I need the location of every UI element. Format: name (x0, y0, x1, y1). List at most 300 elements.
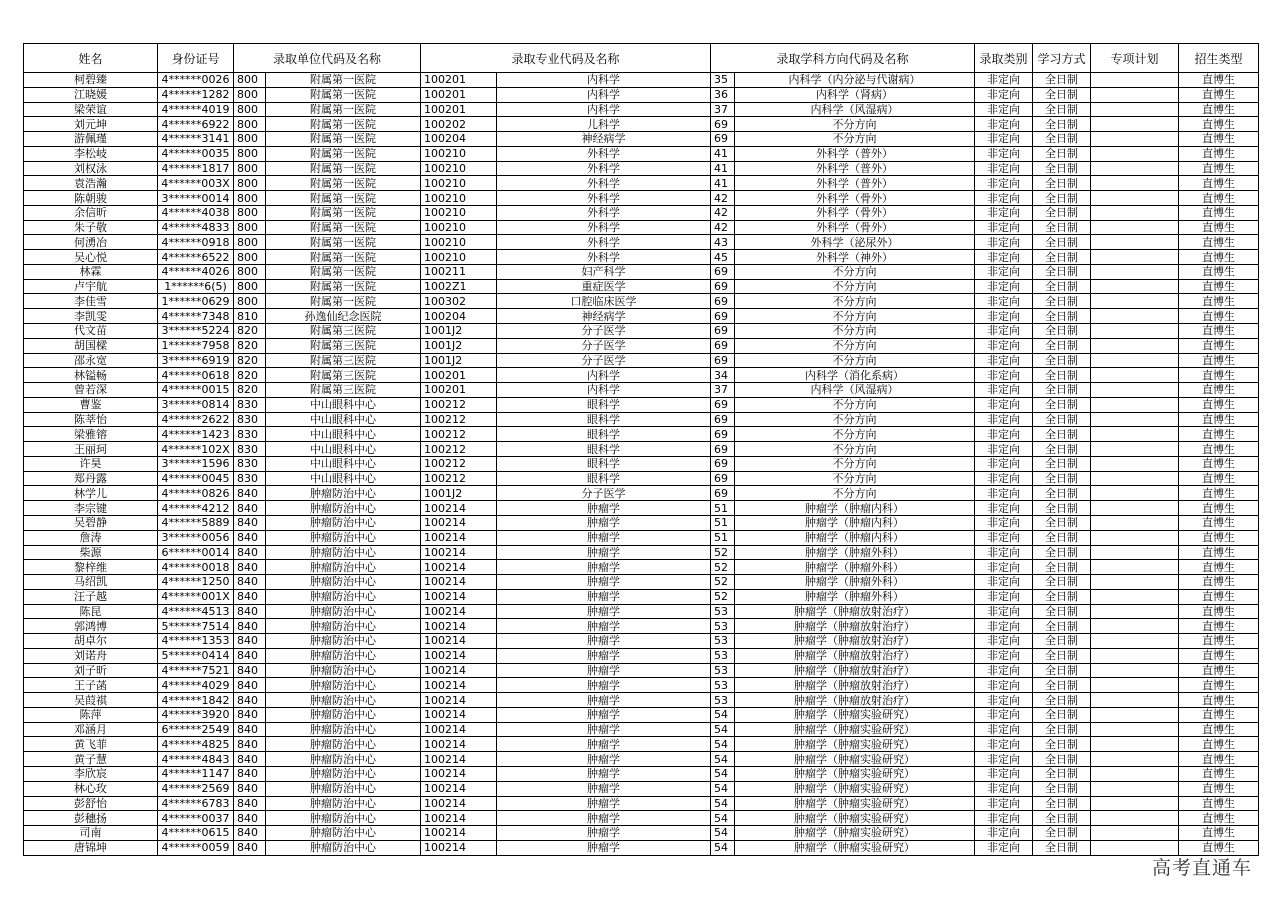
cell-unit-name: 肿瘤防治中心 (266, 840, 421, 855)
cell-id-number: 4******0618 (158, 368, 234, 383)
cell-enroll-type: 直博生 (1179, 309, 1259, 324)
cell-special-plan (1091, 530, 1179, 545)
table-row (24, 619, 1259, 634)
cell-study-mode: 全日制 (1033, 102, 1091, 117)
cell-direction-code: 42 (711, 205, 735, 220)
cell-direction-name: 不分方向 (735, 324, 975, 339)
cell-special-plan (1091, 427, 1179, 442)
cell-unit-code: 840 (234, 589, 266, 604)
cell-special-plan (1091, 205, 1179, 220)
cell-major-name: 肿瘤学 (497, 530, 711, 545)
cell-study-mode: 全日制 (1033, 737, 1091, 752)
cell-enroll-type: 直博生 (1179, 132, 1259, 147)
cell-unit-name: 附属第一医院 (266, 250, 421, 265)
cell-major-name: 肿瘤学 (497, 811, 711, 826)
cell-id-number: 4******7521 (158, 663, 234, 678)
cell-study-mode: 全日制 (1033, 722, 1091, 737)
cell-direction-name: 肿瘤学（肿瘤放射治疗） (735, 663, 975, 678)
table-row (24, 501, 1259, 516)
cell-major-code: 100302 (421, 294, 497, 309)
cell-major-name: 肿瘤学 (497, 781, 711, 796)
cell-enroll-type: 直博生 (1179, 161, 1259, 176)
cell-major-name: 肿瘤学 (497, 560, 711, 575)
cell-special-plan (1091, 693, 1179, 708)
cell-category: 非定向 (975, 338, 1033, 353)
cell-id-number: 4******0615 (158, 826, 234, 841)
cell-major-code: 100210 (421, 220, 497, 235)
cell-study-mode: 全日制 (1033, 87, 1091, 102)
table-row (24, 161, 1259, 176)
cell-direction-code: 54 (711, 707, 735, 722)
cell-unit-name: 附属第三医院 (266, 338, 421, 353)
cell-direction-name: 内科学（内分泌与代谢病） (735, 73, 975, 88)
cell-unit-code: 800 (234, 279, 266, 294)
cell-major-code: 100214 (421, 604, 497, 619)
cell-category: 非定向 (975, 235, 1033, 250)
cell-direction-name: 不分方向 (735, 427, 975, 442)
cell-unit-code: 840 (234, 530, 266, 545)
cell-study-mode: 全日制 (1033, 693, 1091, 708)
cell-category: 非定向 (975, 501, 1033, 516)
cell-unit-name: 附属第三医院 (266, 353, 421, 368)
cell-name: 黄子慧 (24, 752, 158, 767)
cell-major-name: 内科学 (497, 383, 711, 398)
cell-major-name: 外科学 (497, 220, 711, 235)
cell-unit-code: 830 (234, 442, 266, 457)
cell-category: 非定向 (975, 205, 1033, 220)
cell-enroll-type: 直博生 (1179, 560, 1259, 575)
cell-direction-code: 52 (711, 545, 735, 560)
cell-category: 非定向 (975, 368, 1033, 383)
cell-unit-code: 800 (234, 264, 266, 279)
table-row (24, 176, 1259, 191)
cell-unit-code: 820 (234, 368, 266, 383)
cell-enroll-type: 直博生 (1179, 383, 1259, 398)
cell-direction-name: 不分方向 (735, 338, 975, 353)
cell-major-name: 重症医学 (497, 279, 711, 294)
cell-direction-code: 69 (711, 397, 735, 412)
cell-special-plan (1091, 87, 1179, 102)
cell-unit-code: 800 (234, 73, 266, 88)
cell-special-plan (1091, 545, 1179, 560)
cell-major-code: 1002Z1 (421, 279, 497, 294)
cell-name: 朱子敬 (24, 220, 158, 235)
cell-special-plan (1091, 250, 1179, 265)
cell-id-number: 4******6522 (158, 250, 234, 265)
cell-major-code: 100214 (421, 781, 497, 796)
cell-unit-code: 840 (234, 575, 266, 590)
cell-name: 代文苗 (24, 324, 158, 339)
table-row (24, 604, 1259, 619)
cell-major-code: 100212 (421, 456, 497, 471)
cell-enroll-type: 直博生 (1179, 545, 1259, 560)
cell-unit-name: 附属第一医院 (266, 205, 421, 220)
cell-enroll-type: 直博生 (1179, 575, 1259, 590)
cell-special-plan (1091, 575, 1179, 590)
cell-study-mode: 全日制 (1033, 575, 1091, 590)
cell-unit-name: 附属第三医院 (266, 368, 421, 383)
cell-enroll-type: 直博生 (1179, 264, 1259, 279)
cell-unit-code: 800 (234, 117, 266, 132)
cell-name: 梁荣谊 (24, 102, 158, 117)
table-row (24, 766, 1259, 781)
cell-name: 詹涛 (24, 530, 158, 545)
cell-unit-name: 肿瘤防治中心 (266, 589, 421, 604)
cell-major-code: 100214 (421, 796, 497, 811)
cell-name: 邵永宽 (24, 353, 158, 368)
cell-category: 非定向 (975, 427, 1033, 442)
cell-category: 非定向 (975, 353, 1033, 368)
cell-name: 胡国樑 (24, 338, 158, 353)
cell-unit-name: 附属第一医院 (266, 279, 421, 294)
cell-major-name: 眼科学 (497, 456, 711, 471)
cell-special-plan (1091, 515, 1179, 530)
cell-special-plan (1091, 338, 1179, 353)
cell-major-name: 内科学 (497, 102, 711, 117)
cell-unit-name: 附属第一医院 (266, 73, 421, 88)
cell-enroll-type: 直博生 (1179, 486, 1259, 501)
cell-direction-code: 69 (711, 294, 735, 309)
cell-direction-name: 肿瘤学（肿瘤实验研究） (735, 766, 975, 781)
cell-direction-code: 69 (711, 324, 735, 339)
cell-special-plan (1091, 678, 1179, 693)
cell-category: 非定向 (975, 250, 1033, 265)
cell-name: 吴碧静 (24, 515, 158, 530)
cell-unit-code: 800 (234, 161, 266, 176)
cell-major-name: 妇产科学 (497, 264, 711, 279)
table-row (24, 102, 1259, 117)
cell-direction-code: 51 (711, 501, 735, 516)
cell-major-code: 100214 (421, 707, 497, 722)
cell-major-code: 100201 (421, 368, 497, 383)
table-row (24, 752, 1259, 767)
cell-category: 非定向 (975, 737, 1033, 752)
cell-category: 非定向 (975, 486, 1033, 501)
cell-study-mode: 全日制 (1033, 324, 1091, 339)
cell-direction-name: 肿瘤学（肿瘤外科） (735, 560, 975, 575)
cell-unit-name: 附属第一医院 (266, 161, 421, 176)
cell-unit-name: 肿瘤防治中心 (266, 722, 421, 737)
cell-special-plan (1091, 456, 1179, 471)
cell-category: 非定向 (975, 397, 1033, 412)
cell-enroll-type: 直博生 (1179, 634, 1259, 649)
cell-id-number: 4******0826 (158, 486, 234, 501)
cell-category: 非定向 (975, 752, 1033, 767)
cell-name: 卢宇航 (24, 279, 158, 294)
cell-direction-code: 53 (711, 619, 735, 634)
cell-direction-name: 不分方向 (735, 294, 975, 309)
cell-id-number: 3******1596 (158, 456, 234, 471)
cell-major-code: 100214 (421, 589, 497, 604)
cell-major-code: 100210 (421, 191, 497, 206)
cell-unit-code: 840 (234, 722, 266, 737)
cell-study-mode: 全日制 (1033, 294, 1091, 309)
table-row (24, 264, 1259, 279)
cell-category: 非定向 (975, 530, 1033, 545)
cell-unit-code: 840 (234, 678, 266, 693)
cell-unit-name: 肿瘤防治中心 (266, 545, 421, 560)
cell-study-mode: 全日制 (1033, 545, 1091, 560)
cell-name: 林心玫 (24, 781, 158, 796)
cell-major-code: 100210 (421, 235, 497, 250)
table-row (24, 397, 1259, 412)
cell-major-code: 100214 (421, 634, 497, 649)
cell-direction-name: 肿瘤学（肿瘤放射治疗） (735, 648, 975, 663)
cell-study-mode: 全日制 (1033, 619, 1091, 634)
cell-category: 非定向 (975, 678, 1033, 693)
cell-major-name: 眼科学 (497, 427, 711, 442)
cell-enroll-type: 直博生 (1179, 722, 1259, 737)
cell-direction-code: 54 (711, 811, 735, 826)
cell-direction-code: 42 (711, 220, 735, 235)
cell-id-number: 4******5889 (158, 515, 234, 530)
cell-direction-name: 不分方向 (735, 442, 975, 457)
cell-direction-code: 69 (711, 412, 735, 427)
cell-unit-name: 肿瘤防治中心 (266, 501, 421, 516)
cell-special-plan (1091, 796, 1179, 811)
cell-major-code: 100214 (421, 722, 497, 737)
table-row (24, 220, 1259, 235)
cell-direction-name: 肿瘤学（肿瘤内科） (735, 530, 975, 545)
cell-category: 非定向 (975, 132, 1033, 147)
cell-study-mode: 全日制 (1033, 353, 1091, 368)
cell-study-mode: 全日制 (1033, 811, 1091, 826)
cell-special-plan (1091, 501, 1179, 516)
cell-name: 刘诺舟 (24, 648, 158, 663)
table-row (24, 309, 1259, 324)
cell-unit-name: 孙逸仙纪念医院 (266, 309, 421, 324)
cell-major-name: 肿瘤学 (497, 515, 711, 530)
cell-direction-code: 36 (711, 87, 735, 102)
cell-direction-code: 69 (711, 132, 735, 147)
cell-unit-code: 800 (234, 176, 266, 191)
header-category: 录取类别 (975, 44, 1033, 73)
cell-category: 非定向 (975, 560, 1033, 575)
cell-unit-code: 820 (234, 324, 266, 339)
cell-major-code: 100214 (421, 752, 497, 767)
cell-id-number: 4******4026 (158, 264, 234, 279)
cell-category: 非定向 (975, 309, 1033, 324)
cell-special-plan (1091, 324, 1179, 339)
cell-major-name: 分子医学 (497, 324, 711, 339)
cell-enroll-type: 直博生 (1179, 604, 1259, 619)
cell-special-plan (1091, 264, 1179, 279)
cell-id-number: 6******0014 (158, 545, 234, 560)
cell-enroll-type: 直博生 (1179, 530, 1259, 545)
cell-unit-name: 肿瘤防治中心 (266, 707, 421, 722)
cell-id-number: 4******1817 (158, 161, 234, 176)
cell-id-number: 4******0037 (158, 811, 234, 826)
table-row (24, 427, 1259, 442)
cell-name: 马绍凯 (24, 575, 158, 590)
table-row (24, 324, 1259, 339)
cell-special-plan (1091, 294, 1179, 309)
cell-id-number: 3******6919 (158, 353, 234, 368)
cell-id-number: 4******3920 (158, 707, 234, 722)
table-row (24, 722, 1259, 737)
cell-special-plan (1091, 397, 1179, 412)
cell-direction-name: 肿瘤学（肿瘤外科） (735, 589, 975, 604)
cell-category: 非定向 (975, 619, 1033, 634)
cell-study-mode: 全日制 (1033, 205, 1091, 220)
cell-unit-code: 830 (234, 412, 266, 427)
cell-id-number: 4******4843 (158, 752, 234, 767)
cell-unit-name: 肿瘤防治中心 (266, 604, 421, 619)
cell-direction-name: 肿瘤学（肿瘤外科） (735, 575, 975, 590)
cell-major-name: 神经病学 (497, 309, 711, 324)
table-row (24, 486, 1259, 501)
cell-direction-code: 54 (711, 826, 735, 841)
cell-id-number: 4******2569 (158, 781, 234, 796)
cell-direction-code: 37 (711, 102, 735, 117)
cell-major-name: 肿瘤学 (497, 840, 711, 855)
cell-id-number: 3******5224 (158, 324, 234, 339)
cell-special-plan (1091, 353, 1179, 368)
cell-unit-code: 820 (234, 383, 266, 398)
cell-unit-code: 840 (234, 619, 266, 634)
cell-study-mode: 全日制 (1033, 634, 1091, 649)
cell-direction-name: 肿瘤学（肿瘤放射治疗） (735, 619, 975, 634)
cell-special-plan (1091, 589, 1179, 604)
cell-enroll-type: 直博生 (1179, 693, 1259, 708)
cell-direction-code: 53 (711, 604, 735, 619)
cell-study-mode: 全日制 (1033, 486, 1091, 501)
cell-major-code: 100212 (421, 427, 497, 442)
cell-direction-code: 69 (711, 279, 735, 294)
cell-id-number: 4******0059 (158, 840, 234, 855)
cell-category: 非定向 (975, 191, 1033, 206)
cell-direction-code: 69 (711, 309, 735, 324)
cell-id-number: 4******4038 (158, 205, 234, 220)
cell-direction-name: 肿瘤学（肿瘤放射治疗） (735, 604, 975, 619)
table-row (24, 132, 1259, 147)
cell-special-plan (1091, 722, 1179, 737)
cell-major-name: 肿瘤学 (497, 678, 711, 693)
table-row (24, 826, 1259, 841)
table-row (24, 781, 1259, 796)
cell-name: 刘元坤 (24, 117, 158, 132)
cell-major-code: 100210 (421, 250, 497, 265)
cell-study-mode: 全日制 (1033, 383, 1091, 398)
cell-enroll-type: 直博生 (1179, 279, 1259, 294)
cell-id-number: 4******4212 (158, 501, 234, 516)
cell-category: 非定向 (975, 796, 1033, 811)
cell-major-name: 肿瘤学 (497, 796, 711, 811)
cell-major-code: 100201 (421, 383, 497, 398)
cell-unit-name: 附属第一医院 (266, 102, 421, 117)
cell-direction-code: 43 (711, 235, 735, 250)
cell-name: 梁雅镕 (24, 427, 158, 442)
cell-category: 非定向 (975, 811, 1033, 826)
cell-name: 胡卓尔 (24, 634, 158, 649)
cell-enroll-type: 直博生 (1179, 73, 1259, 88)
cell-direction-code: 41 (711, 176, 735, 191)
cell-major-code: 100214 (421, 648, 497, 663)
cell-unit-code: 830 (234, 456, 266, 471)
cell-direction-code: 54 (711, 766, 735, 781)
cell-direction-name: 肿瘤学（肿瘤实验研究） (735, 752, 975, 767)
header-special-plan: 专项计划 (1091, 44, 1179, 73)
cell-major-name: 肿瘤学 (497, 619, 711, 634)
cell-direction-code: 69 (711, 338, 735, 353)
cell-major-code: 100210 (421, 205, 497, 220)
cell-major-code: 100201 (421, 102, 497, 117)
cell-direction-name: 不分方向 (735, 279, 975, 294)
cell-direction-code: 69 (711, 117, 735, 132)
cell-direction-name: 肿瘤学（肿瘤实验研究） (735, 737, 975, 752)
cell-special-plan (1091, 146, 1179, 161)
cell-study-mode: 全日制 (1033, 501, 1091, 516)
cell-direction-name: 内科学（消化系病） (735, 368, 975, 383)
cell-name: 李佳雪 (24, 294, 158, 309)
cell-unit-name: 肿瘤防治中心 (266, 575, 421, 590)
cell-unit-name: 附属第一医院 (266, 294, 421, 309)
cell-study-mode: 全日制 (1033, 309, 1091, 324)
cell-study-mode: 全日制 (1033, 471, 1091, 486)
cell-direction-code: 51 (711, 530, 735, 545)
cell-unit-name: 肿瘤防治中心 (266, 752, 421, 767)
cell-category: 非定向 (975, 294, 1033, 309)
cell-enroll-type: 直博生 (1179, 146, 1259, 161)
table-row (24, 634, 1259, 649)
cell-id-number: 4******1423 (158, 427, 234, 442)
cell-unit-code: 840 (234, 648, 266, 663)
cell-special-plan (1091, 191, 1179, 206)
cell-unit-code: 800 (234, 132, 266, 147)
cell-category: 非定向 (975, 634, 1033, 649)
table-header-row (24, 44, 1259, 73)
cell-id-number: 4******6922 (158, 117, 234, 132)
cell-direction-code: 54 (711, 840, 735, 855)
table-row (24, 707, 1259, 722)
cell-study-mode: 全日制 (1033, 781, 1091, 796)
cell-unit-code: 830 (234, 427, 266, 442)
cell-major-name: 内科学 (497, 87, 711, 102)
cell-category: 非定向 (975, 663, 1033, 678)
cell-direction-code: 69 (711, 264, 735, 279)
cell-unit-code: 840 (234, 604, 266, 619)
cell-category: 非定向 (975, 515, 1033, 530)
cell-study-mode: 全日制 (1033, 840, 1091, 855)
cell-id-number: 4******0026 (158, 73, 234, 88)
cell-enroll-type: 直博生 (1179, 87, 1259, 102)
cell-special-plan (1091, 161, 1179, 176)
cell-major-code: 100214 (421, 575, 497, 590)
cell-direction-name: 不分方向 (735, 132, 975, 147)
cell-major-name: 眼科学 (497, 412, 711, 427)
cell-major-name: 肿瘤学 (497, 663, 711, 678)
cell-direction-name: 不分方向 (735, 264, 975, 279)
cell-name: 游佩瑾 (24, 132, 158, 147)
cell-enroll-type: 直博生 (1179, 338, 1259, 353)
cell-special-plan (1091, 486, 1179, 501)
cell-id-number: 4******1250 (158, 575, 234, 590)
cell-special-plan (1091, 737, 1179, 752)
table-row (24, 560, 1259, 575)
cell-major-name: 肿瘤学 (497, 826, 711, 841)
cell-enroll-type: 直博生 (1179, 811, 1259, 826)
cell-special-plan (1091, 383, 1179, 398)
cell-unit-code: 840 (234, 634, 266, 649)
cell-unit-name: 附属第一医院 (266, 146, 421, 161)
cell-unit-name: 中山眼科中心 (266, 471, 421, 486)
table-row (24, 117, 1259, 132)
table-row (24, 575, 1259, 590)
cell-unit-code: 840 (234, 826, 266, 841)
cell-major-name: 眼科学 (497, 471, 711, 486)
cell-id-number: 4******1353 (158, 634, 234, 649)
cell-special-plan (1091, 176, 1179, 191)
